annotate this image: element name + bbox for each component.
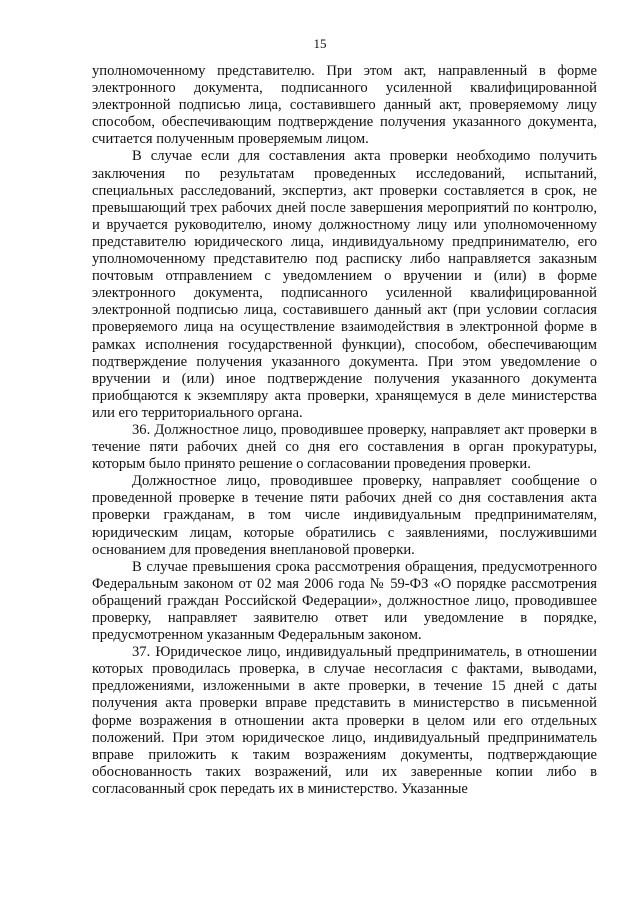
paragraph-36: 36. Должностное лицо, проводившее проверку, направляет акт проверки в течение пяти рабочих дней со дня его составления в орган прокуратуры, которым было принято решение о согласовании проведения проверки. [92,421,597,473]
page-number: 15 [313,36,327,51]
paragraph-37: 37. Юридическое лицо, индивидуальный предприниматель, в отношении которых проводилась проверка, в случае несогласия с фактами, выводами, предложениями, изложенными в акте проверки, в течение 15 дней с даты получения акта проверки вправе представить в министерство в письменной форме возражения в отношении акта проверки в целом или его отдельных положений. При этом юридическое лицо, индивидуальный предприниматель вправе приложить к таким возражениям документы, подтверждающие обоснованность таких возражений, или их заверенные копии либо в согласованный срок передать их в министерство. Указанные [92,644,597,797]
paragraph-act-delivery: В случае если для составления акта проверки необходимо получить заключения по результатам проведенных исследований, испытаний, специальных расследований, экспертиз, акт проверки составляется в срок, не превышающий трех рабочих дней после завершения мероприятий по контролю, и вручается руководителю, иному должностному лицу или уполномоченному представителю юридического лица, индивидуальному предпринимателю, его уполномоченному представителю под расписку либо направляется заказным почтовым отправлением с уведомлением о вручении и (или) в форме электронного документа, подписанного усиленной квалифицированной электронной подписью лица, составившего данный акт (при условии согласия проверяемого лица на осуществление взаимодействия в электронной форме в рамках исполнения государственной функции), способом, обеспечивающим подтверждение получения указанного документа. При этом уведомление о вручении и (или) иное подтверждение получения указанного документа приобщаются к экземпляру акта проверки, хранящемуся в деле министерства или его территориального органа. [92,148,597,421]
paragraph-notification: Должностное лицо, проводившее проверку, направляет сообщение о проведенной проверке в течение пяти рабочих дней со дня составления акта проверки гражданам, в том числе индивидуальным предпринимателям, юридическим лицам, которые обратились с заявлениями, послужившими основанием для проведения внеплановой проверки. [92,473,597,558]
paragraph-continuation: уполномоченному представителю. При этом акт, направленный в форме электронного документа, подписанного усиленной квалифицированной электронной подписью лица, составившего данный акт, проверяемому лицу способом, обеспечивающим подтверждение получения указанного документа, считается полученным проверяемым лицом. [92,63,597,148]
paragraph-deadline-exceeded: В случае превышения срока рассмотрения обращения, предусмотренного Федеральным законом от 02 мая 2006 года № 59-ФЗ «О порядке рассмотрения обращений граждан Российской Федерации», должностное лицо, проводившее проверку, направляет заявителю ответ или уведомление в порядке, предусмотренном указанным Федеральным законом. [92,558,597,644]
document-body [92,63,597,798]
